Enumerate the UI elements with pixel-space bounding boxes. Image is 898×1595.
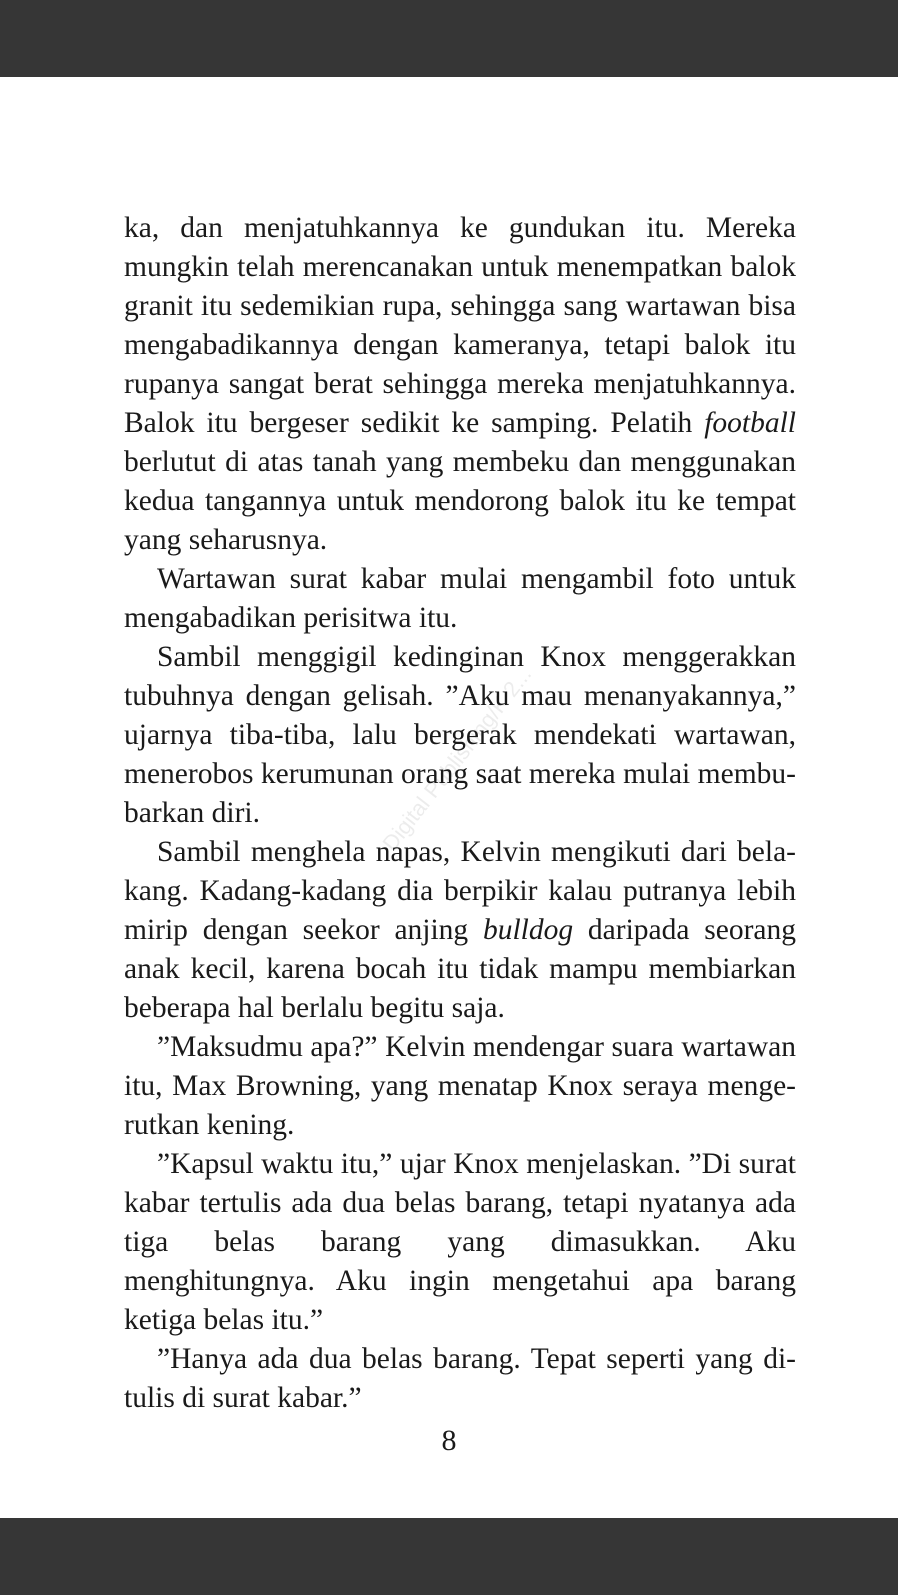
paragraph [124, 638, 796, 833]
watermark: Digital Publishing/K 2... [377, 661, 537, 856]
page-number: 8 [441, 1424, 457, 1457]
paragraph [124, 560, 796, 638]
page-text [124, 209, 796, 1418]
paragraph [124, 1340, 796, 1418]
paragraph [124, 833, 796, 1028]
paragraph-text: ”Hanya ada dua belas barang. Tepat seperti yang ditulis di surat kabar.” [124, 1343, 796, 1414]
italic-term: bulldog [482, 914, 574, 946]
paragraph-text: ka, dan menjatuhkannya ke gundukan itu. Mereka mungkin telah merencanakan untuk menempatkan balok granit itu sedemikian rupa, sehingga sang wartawan bisa mengabadikannya dengan kameranya, tetapi balok itu rupanya sangat berat sehingga mereka menjatuhkannya. Balok itu bergeser sedikit ke samping. Pelatih [124, 212, 796, 439]
paragraph-text: Wartawan surat kabar mulai mengambil foto untuk mengabadikan perisitwa itu. [124, 563, 796, 634]
paragraph-text: daripada seorang anak kecil, karena bocah itu tidak mampu membiarkan beberapa hal berlalu begitu saja. [124, 914, 797, 1024]
paragraph [124, 1145, 796, 1340]
italic-term: football [704, 407, 796, 439]
paragraph-text: ”Maksudmu apa?” Kelvin mendengar suara wartawan itu, Max Browning, yang menatap Knox seraya mengerutkan kening. [124, 1031, 796, 1141]
reader-bottom-bar [0, 1518, 898, 1595]
book-page [0, 77, 898, 1518]
paragraph-text: berlutut di atas tanah yang membeku dan menggunakan kedua tangannya untuk mendorong balok itu ke tempat yang seharusnya. [124, 446, 796, 556]
paragraph [124, 209, 796, 560]
paragraph-text: ”Kapsul waktu itu,” ujar Knox menjelaskan. ”Di surat kabar tertulis ada dua belas barang, tetapi nyatanya ada tiga belas barang yang dimasukkan. Aku menghitungnya. Aku ingin mengetahui apa barang ketiga belas itu.” [124, 1148, 796, 1336]
paragraph [124, 1028, 796, 1145]
paragraph-text: Sambil menghela napas, Kelvin mengikuti dari belakang. Kadang-kadang dia berpikir kalau putranya lebih mirip dengan seekor anjing [124, 836, 796, 946]
reader-top-bar [0, 0, 898, 77]
paragraph-text: Sambil menggigil kedinginan Knox menggerakkan tubuhnya dengan gelisah. ”Aku mau menanyakannya,” ujarnya tiba-tiba, lalu bergerak mendekati wartawan, menerobos kerumunan orang saat mereka mulai membubarkan diri. [124, 641, 796, 829]
